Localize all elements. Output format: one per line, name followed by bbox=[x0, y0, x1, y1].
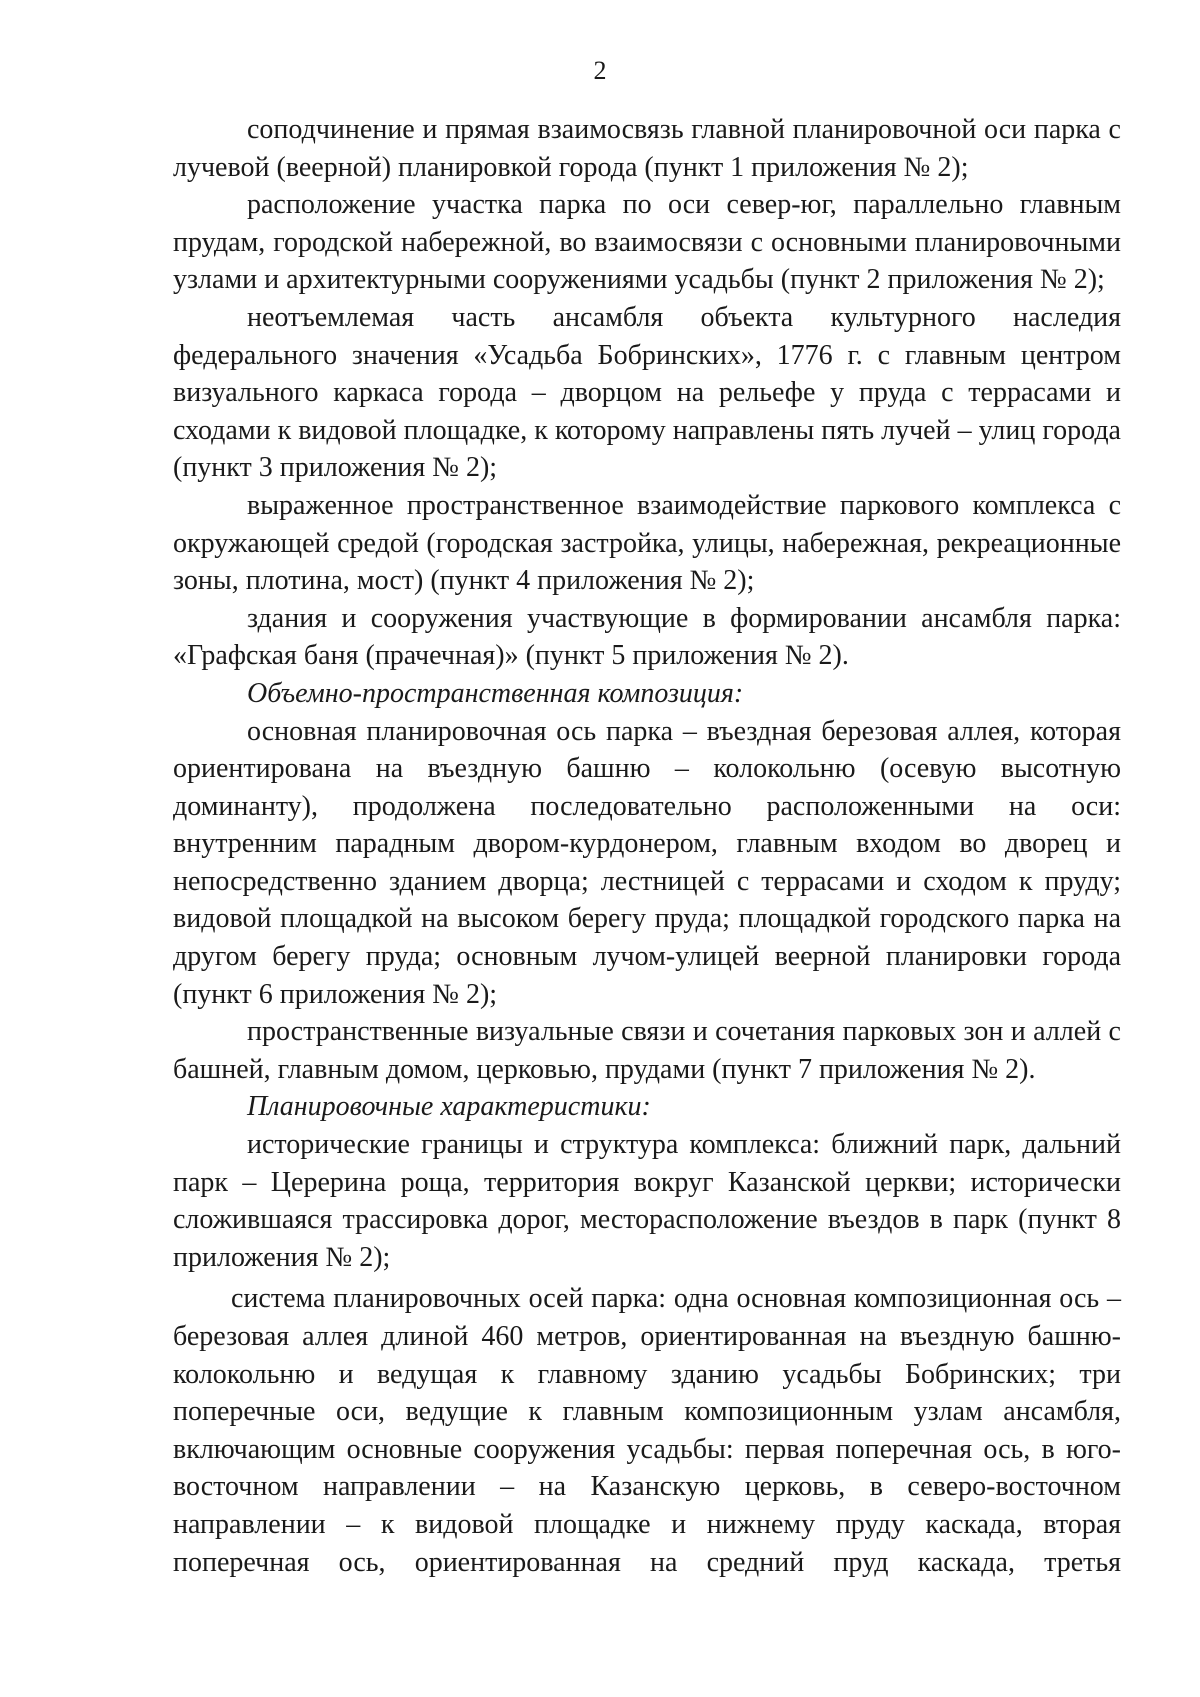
section-heading-volumetric-composition: Объемно-пространственная композиция: bbox=[247, 677, 744, 709]
paragraph-buildings: здания и сооружения участвующие в формировании ансамбля парка: «Графская баня (прачечная)» (пункт 5 приложения № 2). bbox=[173, 602, 1121, 672]
paragraph-ensemble-part: неотъемлемая часть ансамбля объекта культурного наследия федерального значения «Усадьба Бобринских», 1776 г. с главным центром визуального каркаса города – дворцом на рельефе у пруда с террасами и сходами к видовой площадке, к которому направлены пять лучей – улиц города (пункт 3 приложения № 2); bbox=[173, 301, 1121, 484]
paragraph-visual-links: пространственные визуальные связи и сочетания парковых зон и аллей с башней, главным домом, церковью, прудами (пункт 7 приложения № 2). bbox=[173, 1016, 1121, 1085]
page-number: 2 bbox=[593, 56, 607, 85]
section-heading-planning-characteristics: Планировочные характеристики: bbox=[247, 1091, 651, 1123]
document-body bbox=[173, 111, 1121, 1581]
paragraph-spatial-interaction: выраженное пространственное взаимодействие паркового комплекса с окружающей средой (городская застройка, улицы, набережная, рекреационные зоны, плотина, мост) (пункт 4 приложения № 2); bbox=[173, 489, 1121, 597]
paragraph-historic-boundaries: исторические границы и структура комплекса: ближний парк, дальний парк – Церерина роща, территория вокруг Казанской церкви; исторически сложившаяся трассировка дорог, месторасположение въездов в парк (пункт 8 приложения № 2); bbox=[173, 1129, 1121, 1273]
paragraph-axes-system: система планировочных осей парка: одна основная композиционная ось – березовая аллея длиной 460 метров, ориентированная на въездную башню-колокольню и ведущая к главному зданию усадьбы Бобринских; три поперечные оси, ведущие к главным композиционным узлам ансамбля, включающим основные сооружения усадьбы: первая поперечная ось, в юго-восточном направлении – на Казанскую церковь, в северо-восточном направлении – к видовой площадке и нижнему пруду каскада, вторая поперечная ось, ориентированная на средний пруд каскада, третья bbox=[173, 1283, 1121, 1578]
paragraph-park-location: расположение участка парка по оси север-юг, параллельно главным прудам, городской набережной, во взаимосвязи с основными планировочными узлами и архитектурными сооружениями усадьбы (пункт 2 приложения № 2); bbox=[173, 189, 1121, 296]
paragraph-subordination: соподчинение и прямая взаимосвязь главной планировочной оси парка с лучевой (веерной) планировкой города (пункт 1 приложения № 2); bbox=[173, 114, 1121, 183]
paragraph-main-axis: основная планировочная ось парка – въездная березовая аллея, которая ориентирована на въездную башню – колокольню (осевую высотную доминанту), продолжена последовательно расположенными на оси: внутренним парадным двором-курдонером, главным входом во дворец и непосредственно зданием дворца; лестницей с террасами и сходом к пруду; видовой площадкой на высоком берегу пруда; площадкой городского парка на другом берегу пруда; основным лучом-улицей веерной планировки города (пункт 6 приложения № 2); bbox=[173, 715, 1121, 1010]
